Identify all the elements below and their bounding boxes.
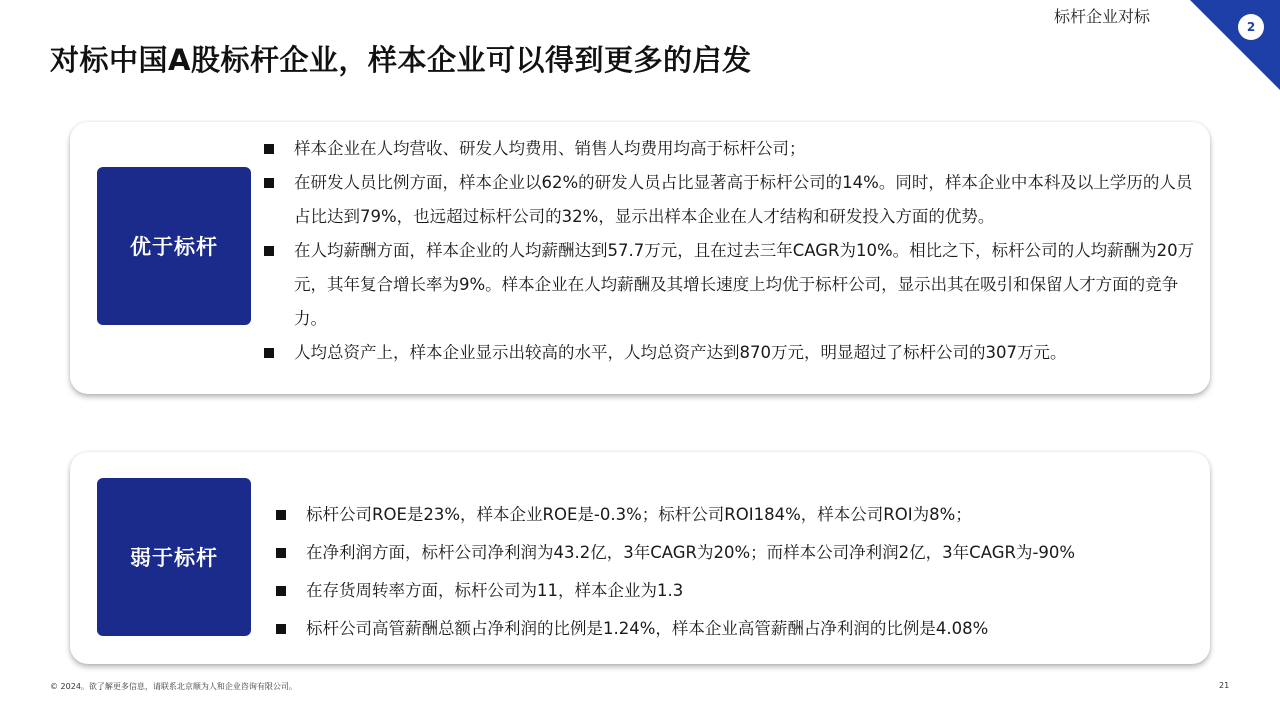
inferior-list [276,496,1196,648]
bullet-square-icon [264,246,274,256]
list-item-text: 在存货周转率方面，标杆公司为11，样本企业为1.3 [306,581,684,600]
bullet-square-icon [276,510,286,520]
list-item-text: 标杆公司高管薪酬总额占净利润的比例是1.24%，样本企业高管薪酬占净利润的比例是4.08% [306,619,989,638]
list-item [264,336,1204,370]
list-item [276,534,1196,572]
list-item [264,132,1204,166]
bullet-square-icon [276,548,286,558]
list-item [276,496,1196,534]
bullet-square-icon [264,178,274,188]
page-title: 对标中国A股标杆企业，样本企业可以得到更多的启发 [50,43,752,77]
corner-decoration [1190,0,1280,90]
footer-copyright: © 2024。欲了解更多信息，请联系北京顺为人和企业咨询有限公司。 [50,682,297,691]
list-item [276,572,1196,610]
bullet-square-icon [264,348,274,358]
list-item-text: 在人均薪酬方面，样本企业的人均薪酬达到57.7万元，且在过去三年CAGR为10%。相比之下，标杆公司的人均薪酬为20万元，其年复合增长率为9%。样本企业在人均薪酬及其增长速度上均优于标杆公司，显示出其在吸引和保留人才方面的竞争力。 [294,241,1195,328]
section-number-badge: 2 [1238,14,1264,40]
list-item-text: 人均总资产上，样本企业显示出较高的水平，人均总资产达到870万元，明显超过了标杆公司的307万元。 [294,343,1067,362]
bullet-square-icon [276,586,286,596]
superior-list [264,132,1204,370]
list-item-text: 在研发人员比例方面，样本企业以62%的研发人员占比显著高于标杆公司的14%。同时，样本企业中本科及以上学历的人员占比达到79%，也远超过标杆公司的32%，显示出样本企业在人才结构和研发投入方面的优势。 [294,173,1193,226]
bullet-square-icon [276,624,286,634]
superior-label: 优于标杆 [97,167,251,325]
list-item [264,166,1204,234]
list-item [264,234,1204,336]
list-item-text: 在净利润方面，标杆公司净利润为43.2亿，3年CAGR为20%；而样本公司净利润2亿，3年CAGR为-90% [306,543,1076,562]
footer-page-number: 21 [1219,681,1230,690]
section-tag: 标杆企业对标 [1054,7,1151,26]
bullet-square-icon [264,144,274,154]
list-item-text: 样本企业在人均营收、研发人均费用、销售人均费用均高于标杆公司； [294,139,806,158]
list-item-text: 标杆公司ROE是23%，样本企业ROE是-0.3%；标杆公司ROI184%，样本公司ROI为8%； [306,505,972,524]
list-item [276,610,1196,648]
inferior-label: 弱于标杆 [97,478,251,636]
